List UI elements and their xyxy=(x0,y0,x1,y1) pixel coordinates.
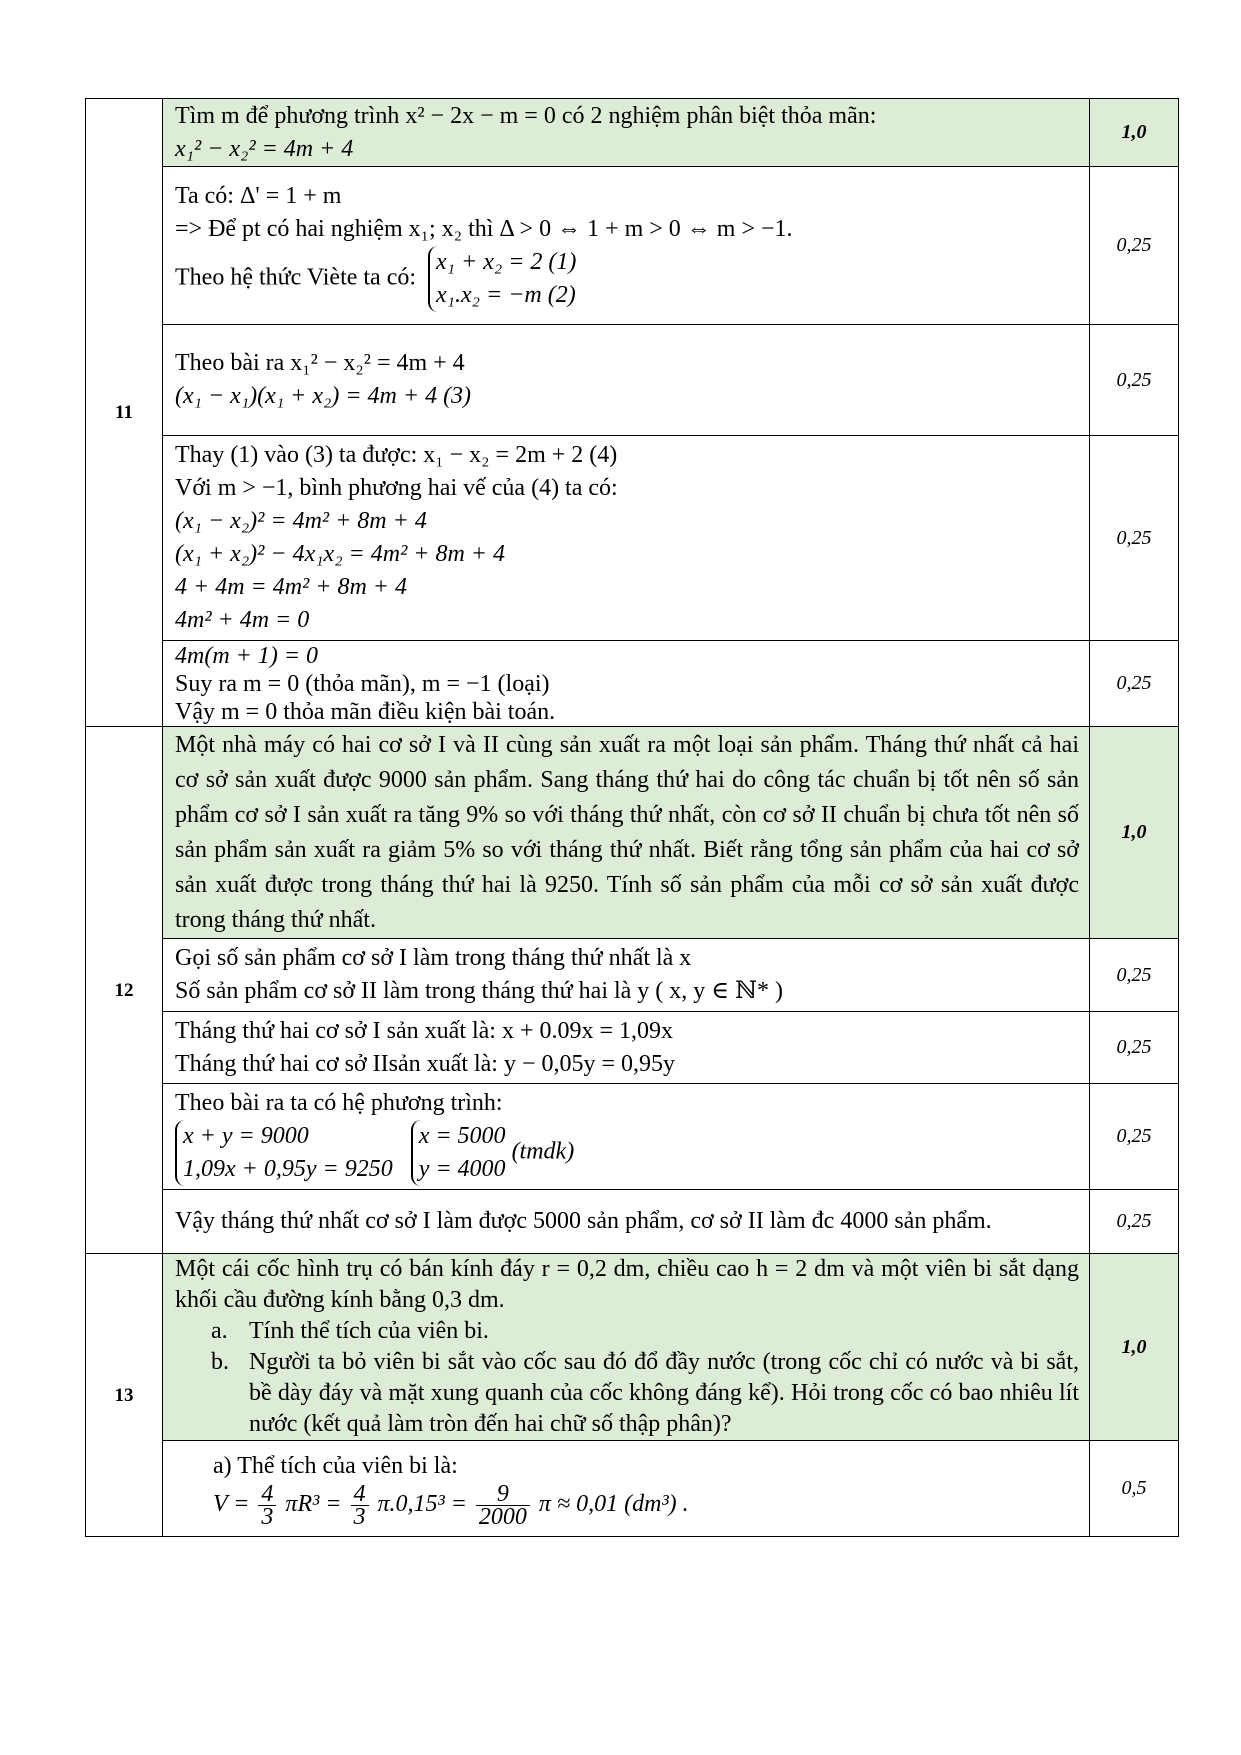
q13-frac-3-num: 9 xyxy=(476,1483,530,1506)
q12-step3 xyxy=(163,1084,1090,1190)
q13-formula-mid1: πR³ = xyxy=(285,1490,342,1517)
q11-step4-row xyxy=(86,641,1179,727)
q11-step3-line1: Thay (1) vào (3) ta được: x₁ − x₂ = 2m + 2 (4) xyxy=(175,442,618,468)
q11-step2-score: 0,25 xyxy=(1090,325,1179,436)
q11-step3-row xyxy=(86,436,1179,641)
q13-item-b xyxy=(175,1347,1079,1440)
q12-system-a-eq2: 1,09x + 0,95y = 9250 xyxy=(183,1156,393,1182)
q13-step1-formula xyxy=(175,1480,1079,1530)
q11-statement-score: 1,0 xyxy=(1090,99,1179,167)
q13-step1-score: 0,5 xyxy=(1090,1441,1179,1537)
q11-step1-viete xyxy=(175,246,1079,312)
q13-statement-score: 1,0 xyxy=(1090,1254,1179,1441)
q13-frac-3-den: 2000 xyxy=(478,1503,527,1530)
q13-frac-2-num: 4 xyxy=(351,1483,369,1506)
q11-statement-line2: x₁² − x₂² = 4m + 4 xyxy=(175,135,354,162)
q13-item-a xyxy=(175,1316,1079,1347)
q12-system-b-eq1: x = 5000 xyxy=(418,1123,506,1149)
q11-statement-row xyxy=(86,99,1179,167)
q12-step3-line1: Theo bài ra ta có hệ phương trình: xyxy=(175,1090,503,1116)
q11-step3-line3: (x₁ − x₂)² = 4m² + 8m + 4 xyxy=(175,508,427,534)
q11-step3-score: 0,25 xyxy=(1090,436,1179,641)
q11-step3-line6: 4m² + 4m = 0 xyxy=(175,607,310,633)
q12-step2-line2: Tháng thứ hai cơ sở IIsản xuất là: y − 0,05y = 0,95y xyxy=(175,1050,676,1077)
q13-frac-1-den: 3 xyxy=(261,1503,274,1530)
q12-step2-line1: Tháng thứ hai cơ sở I sản xuất là: x + 0.09x = 1,09x xyxy=(175,1017,674,1044)
q11-step4-line1: 4m(m + 1) = 0 xyxy=(175,642,319,669)
q12-step1-score: 0,25 xyxy=(1090,939,1179,1012)
q11-step2-line1: Theo bài ra x₁² − x₂² = 4m + 4 xyxy=(175,350,465,376)
q11-statement xyxy=(163,99,1090,167)
q12-system-a-eq1: x + y = 9000 xyxy=(183,1123,309,1149)
q13-formula-rhs: π ≈ 0,01 (dm³) . xyxy=(538,1490,689,1517)
q11-viete-label: Theo hệ thức Viète ta có: xyxy=(175,264,417,291)
q12-step1-line1: Gọi số sản phẩm cơ sở I làm trong tháng thứ nhất là x xyxy=(175,945,692,971)
grading-table xyxy=(85,98,1179,1537)
q13-number: 13 xyxy=(86,1254,163,1537)
q12-number: 12 xyxy=(86,727,163,1254)
q13-frac-2-den: 3 xyxy=(353,1503,366,1530)
q13-step1 xyxy=(163,1441,1090,1537)
q13-formula-lhs: V = xyxy=(213,1490,250,1517)
q12-step3-score: 0,25 xyxy=(1090,1084,1179,1190)
q12-step1 xyxy=(163,939,1090,1012)
q12-statement-score: 1,0 xyxy=(1090,727,1179,939)
q11-step4-score: 0,25 xyxy=(1090,641,1179,727)
q11-step4-line3: Vậy m = 0 thỏa mãn điều kiện bài toán. xyxy=(175,698,556,725)
q12-system-tag: (tmdk) xyxy=(511,1138,575,1165)
q11-step4-line2: Suy ra m = 0 (thỏa mãn), m = −1 (loại) xyxy=(175,670,550,697)
q13-statement-row xyxy=(86,1254,1179,1441)
q11-step4 xyxy=(163,641,1090,727)
q11-statement-line1: Tìm m để phương trình x² − 2x − m = 0 có 2 nghiệm phân biệt thỏa mãn: xyxy=(175,102,877,129)
q13-step1-line1: a) Thể tích của viên bi là: xyxy=(213,1452,458,1479)
q11-step1-line2: => Để pt có hai nghiệm x₁; x₂ thì Δ > 0 ⇔ 1 + m > 0 ⇔ m > −1. xyxy=(175,215,793,242)
q12-step4-score: 0,25 xyxy=(1090,1190,1179,1254)
q11-step1 xyxy=(163,167,1090,325)
q12-step2 xyxy=(163,1012,1090,1084)
q13-item-a-marker: a. xyxy=(211,1318,228,1344)
q13-step1-row xyxy=(86,1441,1179,1537)
q12-step4-row xyxy=(86,1190,1179,1254)
q11-step1-line1: Ta có: Δ' = 1 + m xyxy=(175,182,342,209)
q11-step3 xyxy=(163,436,1090,641)
q12-system-a xyxy=(175,1120,393,1186)
q11-step3-line4: (x₁ + x₂)² − 4x₁x₂ = 4m² + 8m + 4 xyxy=(175,541,505,567)
q11-step3-line5: 4 + 4m = 4m² + 8m + 4 xyxy=(175,574,407,600)
q12-step3-row xyxy=(86,1084,1179,1190)
q12-statement-row xyxy=(86,727,1179,939)
q11-viete-system xyxy=(428,246,576,312)
q12-system-b xyxy=(411,1120,506,1186)
q11-step1-score: 0,25 xyxy=(1090,167,1179,325)
q12-system-b-eq2: y = 4000 xyxy=(418,1156,506,1182)
q11-step2 xyxy=(163,325,1090,436)
q11-viete-eq1: x₁ + x₂ = 2 (1) xyxy=(436,248,577,275)
q11-viete-eq2: x₁.x₂ = −m (2) xyxy=(436,281,576,308)
q13-item-b-marker: b. xyxy=(211,1349,229,1375)
q13-frac-1 xyxy=(258,1480,276,1530)
q13-item-a-text: Tính thể tích của viên bi. xyxy=(249,1318,489,1344)
q12-statement: Một nhà máy có hai cơ sở I và II cùng sản xuất ra một loại sản phẩm. Tháng thứ nhất cả hai cơ sở sản xuất được 9000 sản phẩm. Sang tháng thứ hai do công tác chuẩn bị tốt nên số sản phẩm cơ sở I sản xuất ra tăng 9% so với tháng thứ nhất, còn cơ sở II chuẩn bị chưa tốt nên số sản phẩm sản xuất ra giảm 5% so với tháng thứ nhất. Biết rằng tổng sản phẩm của hai cơ sở sản xuất được trong tháng thứ hai là 9250. Tính số sản phẩm của mỗi cơ sở sản xuất được trong tháng thứ nhất. xyxy=(163,727,1090,939)
q11-step1-row xyxy=(86,167,1179,325)
q12-step2-score: 0,25 xyxy=(1090,1012,1179,1084)
q13-frac-3 xyxy=(476,1480,530,1530)
q11-step2-row xyxy=(86,325,1179,436)
q12-step4: Vậy tháng thứ nhất cơ sở I làm được 5000 sản phẩm, cơ sở II làm đc 4000 sản phẩm. xyxy=(163,1190,1090,1254)
q13-frac-2 xyxy=(351,1480,369,1530)
q12-step3-systems xyxy=(175,1120,1079,1186)
q12-step1-row xyxy=(86,939,1179,1012)
q13-statement xyxy=(163,1254,1090,1441)
q11-number: 11 xyxy=(86,99,163,727)
q13-statement-intro: Một cái cốc hình trụ có bán kính đáy r = 0,2 dm, chiều cao h = 2 dm và một viên bi sắt dạng khối cầu đường kính bằng 0,3 dm. xyxy=(175,1256,1079,1313)
q11-step2-line2: (x₁ − x₁)(x₁ + x₂) = 4m + 4 (3) xyxy=(175,383,472,409)
q12-step1-line2: Số sản phẩm cơ sở II làm trong tháng thứ hai là y ( x, y ∈ ℕ* ) xyxy=(175,978,783,1004)
q13-frac-1-num: 4 xyxy=(258,1483,276,1506)
q12-step2-row xyxy=(86,1012,1179,1084)
q11-step3-line2: Với m > −1, bình phương hai vế của (4) ta có: xyxy=(175,475,618,501)
q13-item-b-text: Người ta bỏ viên bi sắt vào cốc sau đó đổ đầy nước (trong cốc chỉ có nước và bi sắt, bề dày đáy và mặt xung quanh của cốc không đáng kể). Hỏi trong cốc có bao nhiêu lít nước (kết quả làm tròn đến hai chữ số thập phân)? xyxy=(249,1349,1079,1437)
q13-formula-mid2: π.0,15³ = xyxy=(377,1490,467,1517)
